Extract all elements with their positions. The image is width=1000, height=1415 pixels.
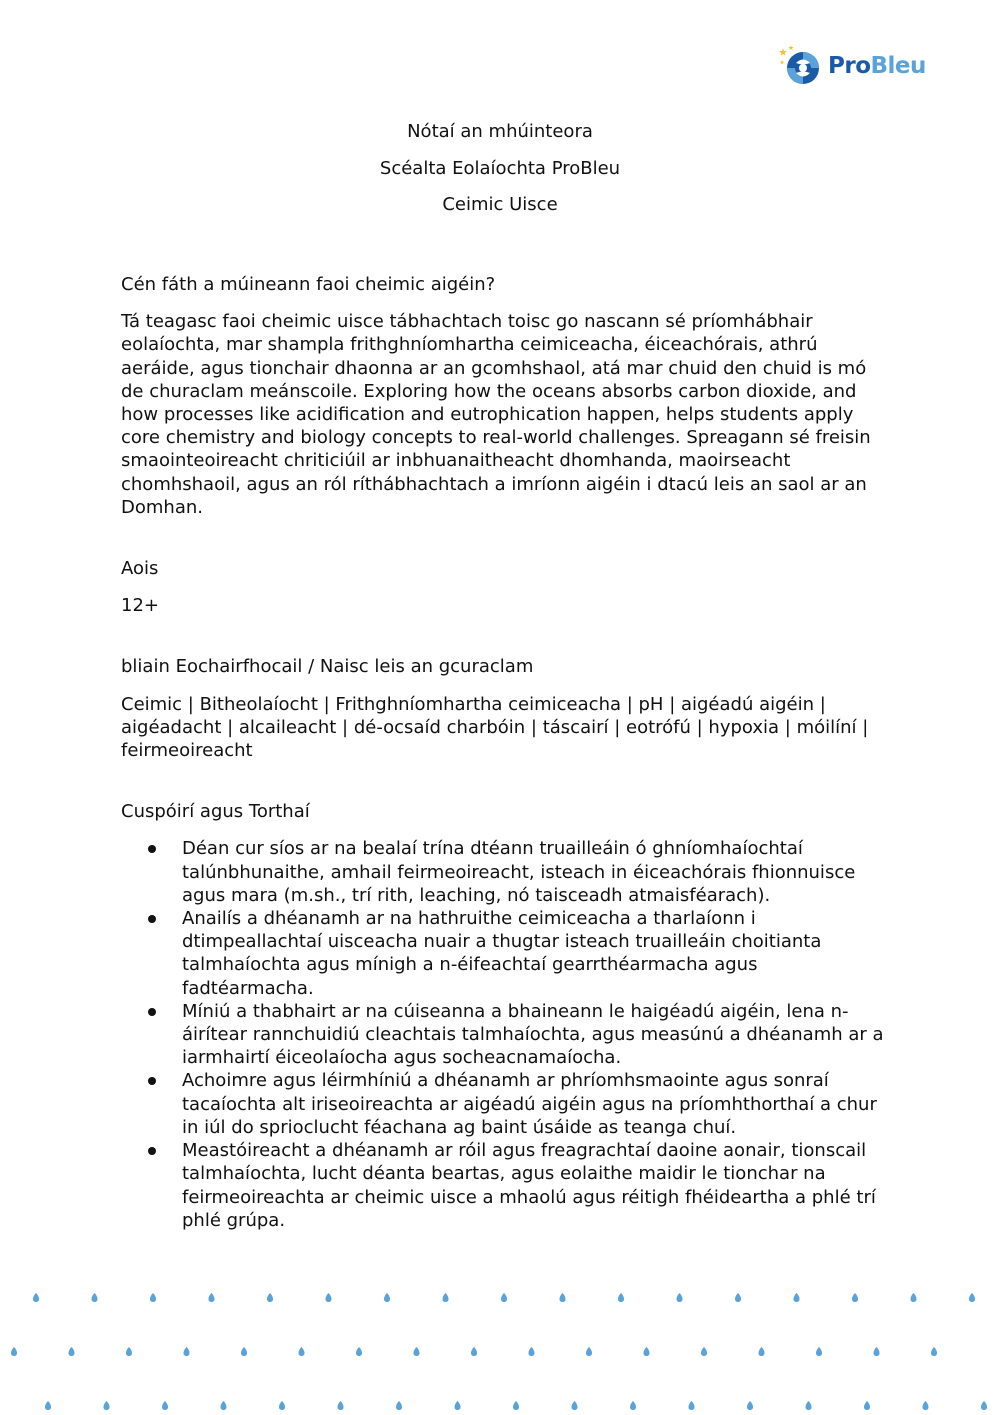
list-item: [121, 907, 891, 1000]
header-line-teacher-notes: Nótaí an mhúinteora: [407, 121, 593, 142]
keywords-paragraph: Ceimic | Bitheolaíocht | Frithghníomhartha ceimiceacha | pH | aigéadú aigéin | aigéadacht | alcaileacht | dé-ocsaíd charbóin | táscairí | eotrófú | hypoxia | móilíní | feirmeoireacht: [121, 693, 869, 762]
probleu-wordmark: [828, 52, 926, 80]
bullet-icon: [148, 845, 156, 853]
droplet-icon: [513, 1401, 519, 1410]
droplet-icon: [384, 1293, 390, 1302]
why-heading: Cén fáth a múineann faoi cheimic aigéin?: [121, 274, 496, 295]
droplet-icon: [326, 1293, 332, 1302]
objective-text: Achoimre agus léirmhíniú a dhéanamh ar phríomhsmaointe agus sonraí tacaíochta alt iriseoireachta ar aigéadú aigéin agus na príomhthorthaí a chur in iúl do sprioclucht féachana ag baint úsáide as teanga chuí.: [182, 1070, 877, 1138]
droplet-icon: [981, 1401, 987, 1410]
logo-pro-text: Pro: [828, 53, 871, 79]
droplet-icon: [529, 1347, 535, 1356]
bullet-icon: [148, 1147, 156, 1155]
droplet-icon: [162, 1401, 168, 1410]
droplet-icon: [104, 1401, 110, 1410]
droplet-icon: [455, 1401, 461, 1410]
droplet-icon: [33, 1293, 39, 1302]
droplet-icon: [356, 1347, 362, 1356]
age-heading: Aois: [121, 558, 159, 580]
why-paragraph: Tá teagasc faoi cheimic uisce tábhachtach toisc go nascann sé príomhábhair eolaíochta, mar shampla frithghníomhartha ceimiceacha, éiceachórais, athrú aeráide, agus tionchair dhaonna ar an gcomhshaol, atá mar chuid den chuid is mó de churaclam meánscoile. Exploring how the oceans absorbs carbon dioxide, and how processes like acidification and eutrophication happen, helps students apply core chemistry and biology concepts to real-world challenges. Spreagann sé freisin smaointeoireacht chriticiúil ar inbhuanaitheacht dhomhanda, maoirseacht chomhshaoil, agus an ról ríthábhachtach a imríonn aigéin i dtacú leis an saol ar an Domhan.: [121, 311, 871, 518]
droplet-icon: [630, 1401, 636, 1410]
droplet-icon: [396, 1401, 402, 1410]
bullet-icon: [148, 1008, 156, 1016]
droplet-icon: [560, 1293, 566, 1302]
droplet-icon: [414, 1347, 420, 1356]
droplet-icon: [11, 1347, 17, 1356]
droplet-icon: [471, 1347, 477, 1356]
bullet-icon: [148, 915, 156, 923]
droplet-icon: [443, 1293, 449, 1302]
droplet-icon: [644, 1347, 650, 1356]
droplet-icon: [209, 1293, 215, 1302]
droplet-icon: [126, 1347, 132, 1356]
droplet-icon: [806, 1401, 812, 1410]
list-item: [121, 837, 891, 907]
objective-text: Anailís a dhéanamh ar na hathruithe ceimiceacha a tharlaíonn i dtimpeallachtaí uisceacha nuair a thugtar isteach truailleáin choitianta talmhaíochta agus mínigh a n-éifeachtaí gearrthéarmacha agus fadtéarmacha.: [182, 908, 822, 999]
header-line-topic: Ceimic Uisce: [442, 194, 558, 215]
droplet-icon: [794, 1293, 800, 1302]
decorative-droplet-pattern: [0, 1280, 1000, 1415]
droplet-icon: [92, 1293, 98, 1302]
droplet-icon: [689, 1401, 695, 1410]
logo-bleu-text: Bleu: [870, 53, 926, 79]
list-item: [121, 1069, 891, 1139]
document-header: [0, 120, 1000, 230]
droplet-icon: [931, 1347, 937, 1356]
droplet-icon: [221, 1401, 227, 1410]
droplet-icon: [816, 1347, 822, 1356]
header-line-series: Scéalta Eolaíochta ProBleu: [379, 157, 621, 179]
droplet-icon: [864, 1401, 870, 1410]
droplet-icon: [572, 1401, 578, 1410]
objective-text: Meastóireacht a dhéanamh ar róil agus freagrachtaí daoine aonair, tionscail talmhaíochta, lucht déanta beartas, agus eolaithe maidir le tionchar na feirmeoireachta ar cheimic uisce a mhaolú agus réitigh fhéideartha a phlé trí phlé grúpa.: [182, 1140, 876, 1231]
droplet-icon: [241, 1347, 247, 1356]
droplet-icon: [279, 1401, 285, 1410]
bullet-icon: [148, 1077, 156, 1085]
droplet-icon: [299, 1347, 305, 1356]
objectives-heading: Cuspóirí agus Torthaí: [121, 801, 310, 823]
keywords-heading: bliain Eochairfhocail / Naisc leis an gcuraclam: [121, 656, 534, 678]
droplet-icon: [184, 1347, 190, 1356]
droplet-icon: [338, 1401, 344, 1410]
droplet-icon: [923, 1401, 929, 1410]
droplet-icon: [150, 1293, 156, 1302]
droplet-icon: [911, 1293, 917, 1302]
document-body: [121, 273, 891, 1232]
droplet-icon: [267, 1293, 273, 1302]
droplet-icon: [501, 1293, 507, 1302]
droplet-icon: [586, 1347, 592, 1356]
objective-text: Míniú a thabhairt ar na cúiseanna a bhaineann le haigéadú aigéin, lena n-áirítear rannchuidiú cleachtais talmhaíochta, agus measúnú a dhéanamh ar a iarmhairtí éiceolaíocha agus socheacnamaíocha.: [182, 1000, 884, 1069]
objective-text: Déan cur síos ar na bealaí trína dtéann truailleáin ó ghníomhaíochtaí talúnbhunaithe, amhail feirmeoireacht, isteach in éiceachórais fhionnuisce agus mara (m.sh., trí rith, leaching, nó taisceadh atmaisféarach).: [182, 838, 856, 906]
list-item: [121, 1000, 891, 1070]
droplet-icon: [735, 1293, 741, 1302]
droplet-icon: [852, 1293, 858, 1302]
age-value: 12+: [121, 595, 159, 617]
droplet-icon: [747, 1401, 753, 1410]
droplet-icon: [69, 1347, 75, 1356]
droplet-icon: [618, 1293, 624, 1302]
probleu-logo: [778, 44, 928, 88]
probleu-swirl-icon: [778, 44, 822, 88]
droplet-icon: [45, 1401, 51, 1410]
objectives-list: [121, 837, 891, 1231]
droplet-icon: [677, 1293, 683, 1302]
droplet-icon: [874, 1347, 880, 1356]
list-item: [121, 1139, 891, 1232]
droplet-icon: [759, 1347, 765, 1356]
droplet-icon: [969, 1293, 975, 1302]
droplet-icon: [701, 1347, 707, 1356]
